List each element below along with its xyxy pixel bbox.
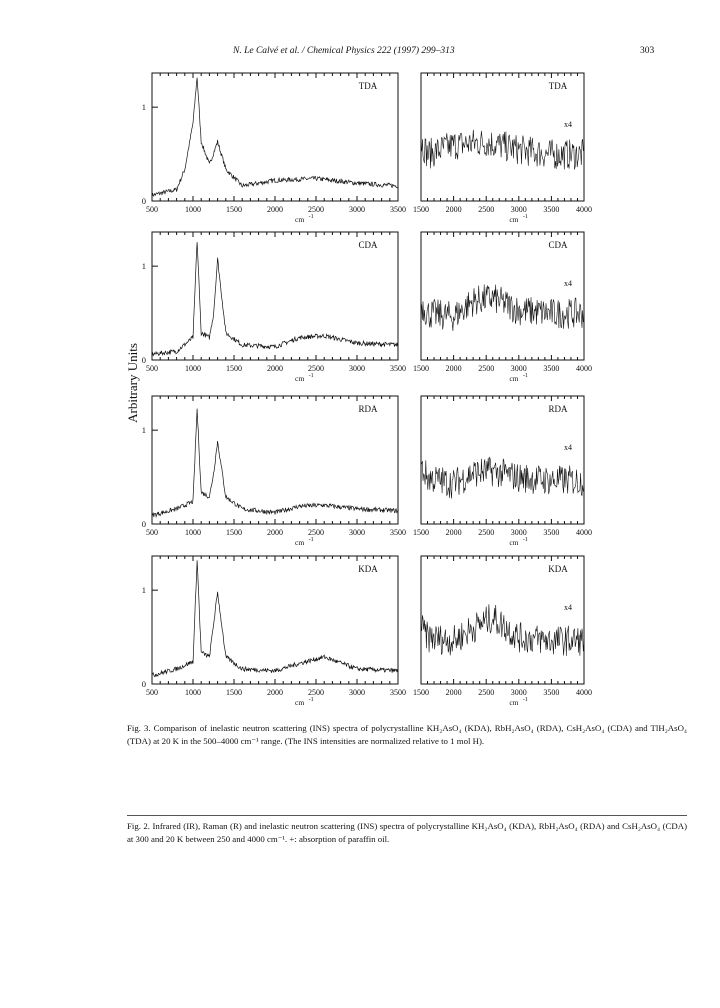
rda-left-x-tick-label: 2500: [308, 528, 324, 537]
caption-divider: [127, 815, 687, 816]
rda-y-tick-label: 0: [141, 519, 146, 529]
kda-left-x-tick-label: 2500: [308, 688, 324, 697]
tda-right-x-tick-label: 1500: [413, 205, 429, 214]
tda-right-spectrum: [421, 130, 584, 170]
citation: N. Le Calvé et al. / Chemical Physics 222 (1997) 299–313: [233, 46, 455, 56]
cda-left-x-tick-label: 3000: [349, 364, 365, 373]
kda-right-x-tick-label: 3500: [543, 688, 560, 697]
rda-left-x-tick-label: 3000: [349, 528, 365, 537]
rda-right-x-tick-label: 1500: [413, 528, 429, 537]
cda-left-x-tick-label: 1000: [185, 364, 201, 373]
cda-y-tick-label: 1: [141, 261, 146, 272]
tda-right-x-tick-label: 3500: [543, 205, 560, 214]
kda-left-spectrum: [152, 560, 398, 676]
cda-left-spectrum: [152, 242, 398, 356]
cda-right-frame: [421, 232, 584, 360]
kda-right-spectrum: [421, 604, 584, 656]
figure-3-caption: Fig. 3. Comparison of inelastic neutron scattering (INS) spectra of polycrystalline KH₂AsO₄ (KDA), RbH₂AsO₄ (RDA), CsH₂AsO₄ (CDA) and TlH₂AsO₄ (TDA) at 20 K in the 500–4000 cm⁻¹ range. (The INS intensities are normalized relative to 1 mol H).: [127, 723, 687, 746]
cda-y-tick-label: 0: [141, 355, 146, 365]
cda-right-x-tick-label: 3500: [543, 364, 560, 373]
rda-left-spectrum: [152, 409, 398, 517]
rda-left-x-unit: cm: [295, 538, 305, 547]
kda-y-tick-label: 1: [141, 585, 146, 596]
cda-left-x-unit-sup: -1: [308, 373, 314, 379]
cda-right-x-tick-label: 1500: [413, 364, 429, 373]
cda-right-x-tick-label: 2500: [478, 364, 495, 373]
cda-right-x-unit: cm: [509, 374, 519, 383]
kda-right-x-unit: cm: [509, 698, 519, 707]
cda-left-x-unit: cm: [295, 374, 305, 383]
tda-left-x-tick-label: 3500: [390, 205, 406, 214]
cda-left-frame: [152, 232, 398, 360]
tda-right-x-tick-label: 3000: [510, 205, 527, 214]
cda-left-x-tick-label: 1500: [226, 364, 242, 373]
rda-left-x-tick-label: 3500: [390, 528, 406, 537]
kda-right-frame: [421, 556, 584, 684]
cda-right-x-tick-label: 4000: [576, 364, 592, 373]
tda-y-tick-label: 1: [141, 102, 146, 113]
rda-left-x-tick-label: 500: [146, 528, 158, 537]
tda-left-x-tick-label: 1500: [226, 205, 242, 214]
cda-left-x-tick-label: 2500: [308, 364, 324, 373]
rda-right-x-unit-sup: -1: [522, 537, 528, 543]
tda-right-label: TDA: [548, 81, 568, 91]
rda-left-x-tick-label: 1000: [185, 528, 201, 537]
tda-left-spectrum: [152, 78, 398, 197]
kda-left-x-tick-label: 2000: [267, 688, 283, 697]
tda-right-x-unit-sup: -1: [522, 214, 528, 220]
tda-left-label: TDA: [358, 81, 378, 91]
tda-right-x-tick-label: 4000: [576, 205, 592, 214]
kda-right-label: KDA: [548, 564, 568, 574]
figure-2-caption: Fig. 2. Infrared (IR), Raman (R) and inelastic neutron scattering (INS) spectra of polycrystalline KH₂AsO₄ (KDA), RbH₂AsO₄ (RDA) and CsH₂AsO₄ (CDA) at 300 and 20 K between 250 and 4000 cm⁻¹. +: absorption of paraffin oil.: [127, 821, 687, 844]
rda-right-x-tick-label: 2500: [478, 528, 495, 537]
kda-right-x-tick-label: 1500: [413, 688, 429, 697]
cda-left-label: CDA: [358, 240, 378, 250]
tda-left-x-tick-label: 2500: [308, 205, 324, 214]
tda-right-x-unit: cm: [509, 215, 519, 224]
kda-right-x-tick-label: 3000: [510, 688, 527, 697]
kda-left-x-tick-label: 1000: [185, 688, 201, 697]
cda-right-x-unit-sup: -1: [522, 373, 528, 379]
tda-scale-note: x4: [564, 120, 572, 129]
cda-scale-note: x4: [564, 279, 572, 288]
kda-left-frame: [152, 556, 398, 684]
rda-y-tick-label: 1: [141, 425, 146, 436]
rda-right-spectrum: [421, 457, 584, 499]
rda-scale-note: x4: [564, 443, 572, 452]
rda-right-label: RDA: [548, 404, 568, 414]
cda-right-x-tick-label: 3000: [510, 364, 527, 373]
tda-left-x-unit-sup: -1: [308, 214, 314, 220]
cda-right-x-tick-label: 2000: [445, 364, 462, 373]
rda-right-x-tick-label: 3500: [543, 528, 560, 537]
kda-right-x-tick-label: 4000: [576, 688, 592, 697]
cda-left-x-tick-label: 3500: [390, 364, 406, 373]
tda-right-x-tick-label: 2500: [478, 205, 495, 214]
page-number: 303: [640, 46, 655, 56]
kda-right-x-unit-sup: -1: [522, 697, 528, 703]
kda-left-label: KDA: [358, 564, 378, 574]
rda-left-label: RDA: [358, 404, 378, 414]
rda-left-x-unit-sup: -1: [308, 537, 314, 543]
rda-right-x-tick-label: 2000: [445, 528, 462, 537]
kda-left-x-tick-label: 3500: [390, 688, 406, 697]
cda-right-spectrum: [421, 284, 584, 331]
kda-right-x-tick-label: 2500: [478, 688, 495, 697]
cda-left-x-tick-label: 2000: [267, 364, 283, 373]
rda-left-frame: [152, 396, 398, 524]
tda-left-x-tick-label: 2000: [267, 205, 283, 214]
rda-right-frame: [421, 396, 584, 524]
kda-right-x-tick-label: 2000: [445, 688, 462, 697]
tda-right-x-tick-label: 2000: [445, 205, 462, 214]
y-axis-label: Arbitrary Units: [125, 343, 140, 423]
tda-left-x-tick-label: 3000: [349, 205, 365, 214]
cda-left-x-tick-label: 500: [146, 364, 158, 373]
kda-y-tick-label: 0: [141, 679, 146, 689]
rda-left-x-tick-label: 1500: [226, 528, 242, 537]
tda-left-x-tick-label: 500: [146, 205, 158, 214]
kda-scale-note: x4: [564, 603, 572, 612]
rda-left-x-tick-label: 2000: [267, 528, 283, 537]
cda-right-label: CDA: [548, 240, 568, 250]
rda-right-x-tick-label: 3000: [510, 528, 527, 537]
kda-left-x-unit: cm: [295, 698, 305, 707]
kda-left-x-tick-label: 500: [146, 688, 158, 697]
rda-right-x-unit: cm: [509, 538, 519, 547]
kda-left-x-tick-label: 3000: [349, 688, 365, 697]
kda-left-x-tick-label: 1500: [226, 688, 242, 697]
tda-left-x-unit: cm: [295, 215, 305, 224]
tda-left-x-tick-label: 1000: [185, 205, 201, 214]
kda-left-x-unit-sup: -1: [308, 697, 314, 703]
rda-right-x-tick-label: 4000: [576, 528, 592, 537]
tda-y-tick-label: 0: [141, 196, 146, 206]
